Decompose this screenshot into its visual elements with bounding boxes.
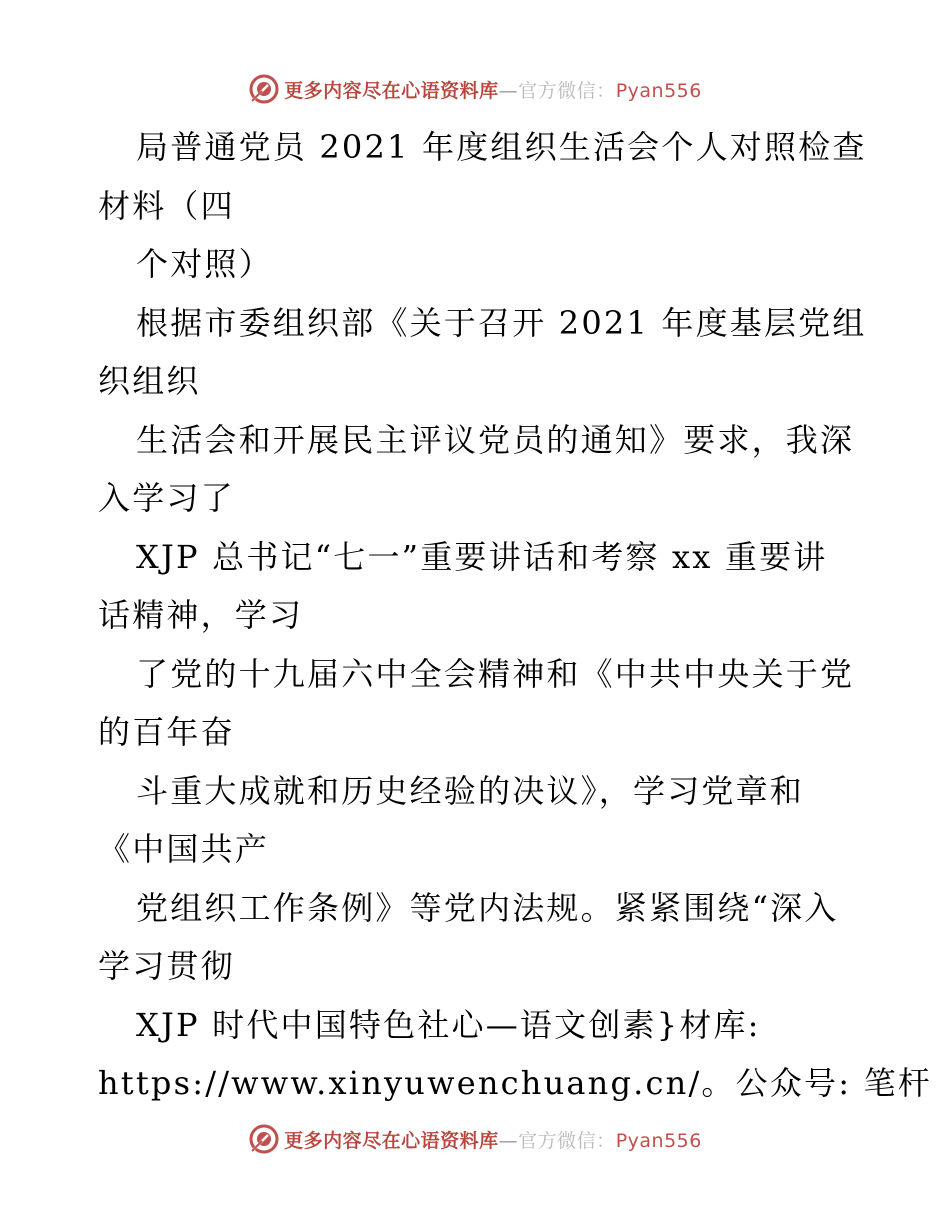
text-line: https://www.xinyuwenchuang.cn/。公众号: 笔杆	[98, 1064, 932, 1102]
banner-wechat-label: 官方微信：	[518, 1129, 616, 1152]
text-line: 织组织	[98, 362, 201, 400]
banner-wechat-id: Pyan556	[615, 1129, 702, 1152]
text-line: 学习贯彻	[98, 947, 235, 985]
quill-seal-icon	[248, 73, 280, 105]
text-line: 《中国共产	[98, 830, 270, 868]
banner-text	[284, 1126, 702, 1153]
text-line: 生活会和开展民主评议党员的通知》要求，我深	[136, 420, 855, 459]
banner-brand-text: 更多内容尽在心语资料库	[284, 79, 499, 102]
document-body	[98, 118, 932, 1113]
quill-seal-icon	[248, 1123, 280, 1155]
banner-separator: —	[498, 79, 519, 102]
banner-wechat-label: 官方微信：	[518, 79, 616, 102]
banner-text	[284, 76, 702, 103]
banner-wechat-id: Pyan556	[615, 79, 702, 102]
banner-brand-text: 更多内容尽在心语资料库	[284, 1129, 499, 1152]
footer-watermark-banner	[0, 1122, 950, 1156]
text-line: 斗重大成就和历史经验的决议》，学习党章和	[136, 771, 805, 810]
text-line: 话精神，学习	[98, 596, 304, 634]
text-line: 局普通党员 2021 年度组织生活会个人对照检查	[136, 128, 867, 166]
text-line: 了党的十九届六中全会精神和《中共中央关于党	[136, 654, 855, 693]
text-line: 材料（四	[98, 186, 235, 225]
text-line: 党组织工作条例》等党内法规。紧紧围绕“深入	[136, 888, 839, 927]
text-line: XJP 时代中国特色社心—语文创素}材库:	[136, 1005, 761, 1044]
header-watermark-banner	[0, 72, 950, 106]
text-line: 个对照）	[136, 245, 273, 283]
text-line: 入学习了	[98, 479, 235, 517]
text-line: XJP 总书记“七一”重要讲话和考察 xx 重要讲	[136, 537, 828, 576]
text-line: 根据市委组织部《关于召开 2021 年度基层党组	[136, 303, 867, 342]
text-line: 的百年奋	[98, 713, 235, 751]
banner-separator: —	[498, 1129, 519, 1152]
